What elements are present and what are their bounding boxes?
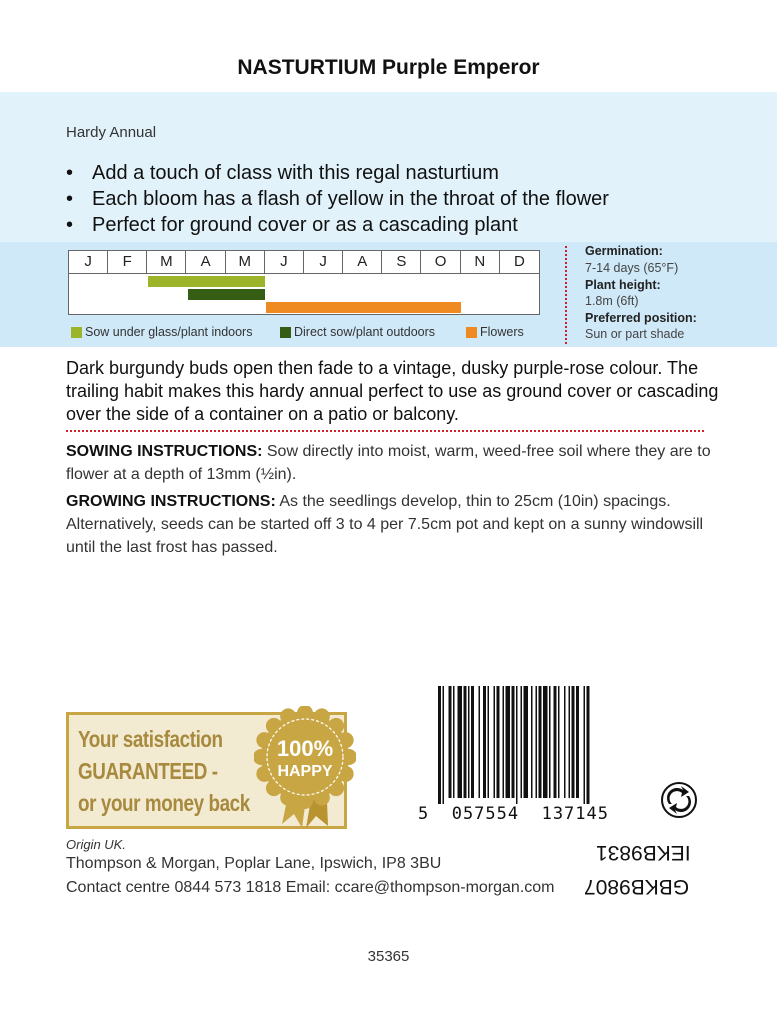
guarantee-box: Your satisfaction GUARANTEED - or your money back xyxy=(66,712,347,829)
position-label: Preferred position: xyxy=(585,311,697,325)
dotted-divider xyxy=(66,430,704,432)
germination-value: 7-14 days (65°F) xyxy=(585,261,679,275)
legend-sow-indoors: Sow under glass/plant indoors xyxy=(71,325,252,339)
barcode-number: 5 057554 137145 xyxy=(418,804,609,824)
month-label: J xyxy=(265,251,304,273)
month-label: J xyxy=(304,251,343,273)
month-label: A xyxy=(343,251,382,273)
legend-direct-sow: Direct sow/plant outdoors xyxy=(280,325,435,339)
month-label: D xyxy=(513,253,525,270)
germination-label: Germination: xyxy=(585,244,663,258)
happy-badge-icon xyxy=(254,706,356,808)
height-value: 1.8m (6ft) xyxy=(585,294,639,308)
month-label: M xyxy=(147,251,186,273)
product-title: NASTURTIUM Purple Emperor xyxy=(237,56,540,79)
page-number: 35365 xyxy=(367,948,410,965)
legend-flowers: Flowers xyxy=(466,325,524,339)
calendar-bar xyxy=(188,289,265,300)
month-label: S xyxy=(382,251,421,273)
description: Dark burgundy buds open then fade to a vintage, dusky purple-rose colour. The trailing habit makes this hardy annual perfect to use as ground cover or cascading over the side of a container on a patio or balcony. xyxy=(66,358,719,424)
product-code: IEKB9831 xyxy=(596,841,691,864)
month-label: O xyxy=(422,251,461,273)
month-label: J xyxy=(69,251,108,273)
month-label: M xyxy=(226,251,265,273)
sowing-instructions: SOWING INSTRUCTIONS: Sow directly into moist, warm, weed-free soil where they are to flower at a depth of 13mm (½in). xyxy=(66,443,711,483)
growing-instructions: GROWING INSTRUCTIONS: As the seedlings develop, thin to 25cm (10in) spacings. Alternatively, seeds can be started off 3 to 4 per 7.5cm pot and kept on a sunny windowsill until the last frost has passed. xyxy=(66,493,704,556)
height-label: Plant height: xyxy=(585,278,661,292)
sowing-calendar xyxy=(68,250,540,315)
badge-happy: HAPPY xyxy=(277,763,333,780)
plant-type: Hardy Annual xyxy=(66,124,157,141)
badge-percent: 100% xyxy=(276,736,334,761)
address: Thompson & Morgan, Poplar Lane, Ipswich, IP8 3BU xyxy=(66,855,442,872)
green-dot-recycle-icon xyxy=(661,782,697,818)
calendar-bar xyxy=(148,276,265,287)
month-label: A xyxy=(187,251,226,273)
dotted-divider xyxy=(565,246,567,344)
position-value: Sun or part shade xyxy=(585,327,685,341)
product-code: GBKB9807 xyxy=(584,875,690,898)
origin: Origin UK. xyxy=(66,837,126,852)
bullet: • Add a touch of class with this regal nasturtium xyxy=(66,162,499,184)
contact: Contact centre 0844 573 1818 Email: ccare@thompson-morgan.com xyxy=(66,879,555,896)
calendar-bar xyxy=(266,302,461,313)
month-label: F xyxy=(108,251,147,273)
month-label: N xyxy=(461,251,500,273)
bullet: • Perfect for ground cover or as a cascading plant xyxy=(66,214,518,236)
bullet: • Each bloom has a flash of yellow in the throat of the flower xyxy=(66,188,609,210)
barcode xyxy=(438,686,626,804)
